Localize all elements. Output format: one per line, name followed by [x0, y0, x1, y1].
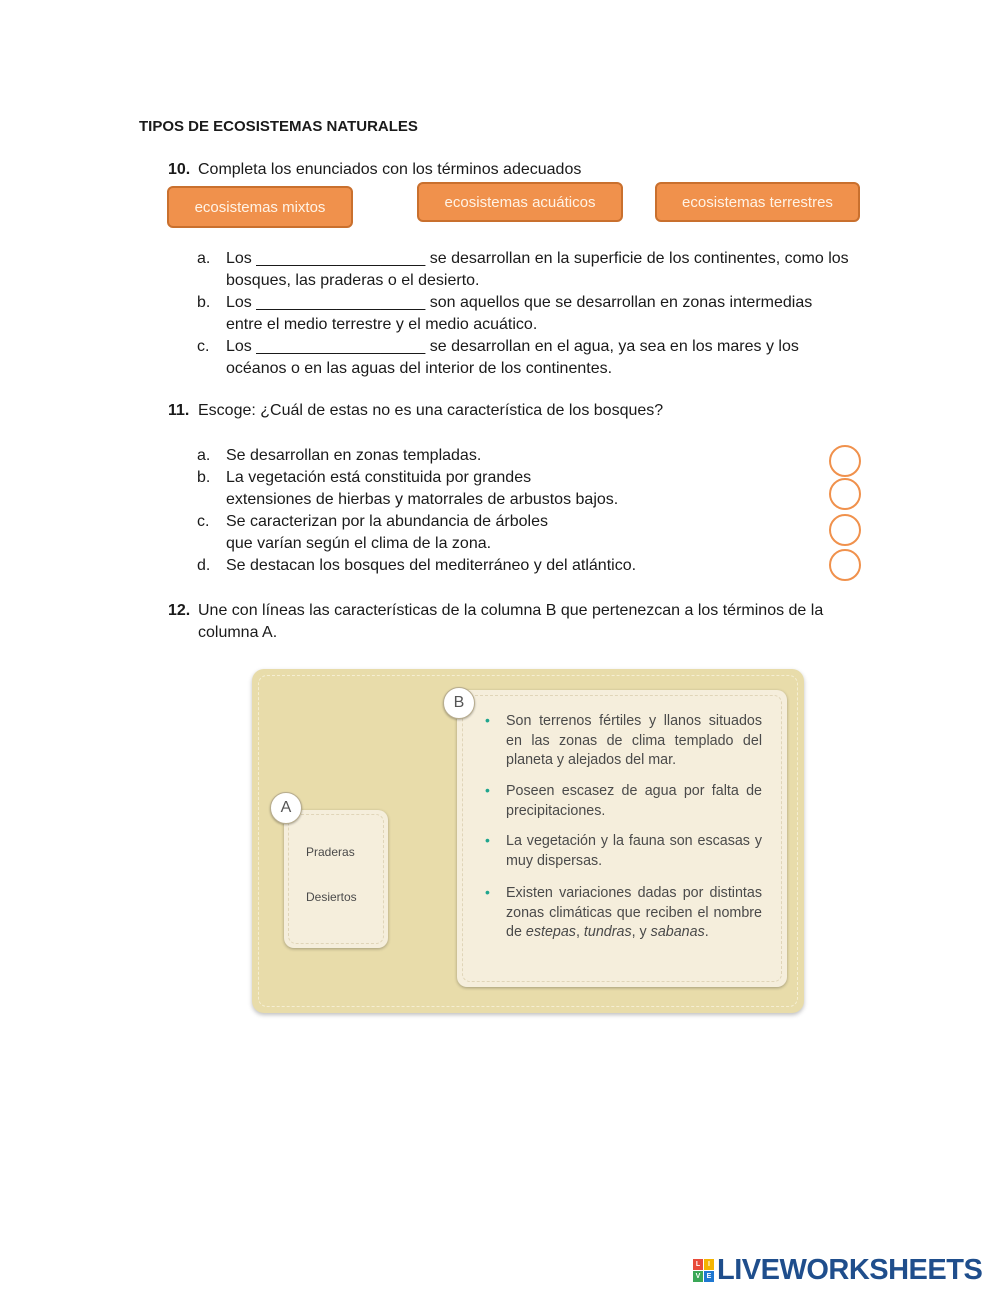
answer-radio-d[interactable]	[829, 549, 861, 581]
question-11-prompt	[168, 402, 663, 420]
question-number: 11.	[168, 402, 190, 419]
column-b-badge: B	[443, 687, 475, 719]
item-letter: c.	[197, 513, 210, 530]
question-text: Completa los enunciados con los términos adecuados	[198, 161, 582, 178]
item-line[interactable]: Los ___________________ se desarrollan en la superficie de los continentes, como los	[226, 250, 849, 267]
question-number: 12.	[168, 602, 191, 619]
option-chip-mixtos[interactable]: ecosistemas mixtos	[167, 186, 353, 228]
column-b-item[interactable]: La vegetación y la fauna son escasas y muy dispersas.	[506, 833, 762, 869]
item-line: océanos o en las aguas del interior de los continentes.	[226, 360, 613, 377]
question-12-prompt	[168, 600, 824, 641]
item-letter: a.	[197, 250, 211, 267]
item-line: que varían según el clima de la zona.	[226, 535, 492, 552]
question-text-continued: columna A.	[198, 624, 278, 641]
column-b-item[interactable]: Poseen escasez de agua por falta de precipitaciones.	[506, 783, 762, 819]
column-a-badge: A	[270, 792, 302, 824]
column-a-term[interactable]: Praderas	[306, 845, 355, 859]
answer-radio-b[interactable]	[829, 478, 861, 510]
option-chip-terrestres[interactable]: ecosistemas terrestres	[655, 182, 860, 222]
question-10-prompt	[168, 161, 581, 179]
liveworksheets-logo	[693, 1254, 982, 1287]
item-line: Se desarrollan en zonas templadas.	[226, 447, 482, 464]
bullet-icon: •	[485, 782, 490, 798]
column-a-term[interactable]: Desiertos	[306, 890, 357, 904]
bullet-icon: •	[485, 884, 490, 900]
option-chip-acuaticos[interactable]: ecosistemas acuáticos	[417, 182, 623, 222]
item-letter: a.	[197, 447, 211, 464]
item-letter: c.	[197, 338, 210, 355]
item-line: Se destacan los bosques del mediterráneo y del atlántico.	[226, 557, 637, 574]
item-line[interactable]: Los ___________________ son aquellos que se desarrollan en zonas intermedias	[226, 294, 813, 311]
column-b-item[interactable]: Existen variaciones dadas por distintas zonas climáticas que reciben el nombre de estepas, tundras, y sabanas.	[506, 885, 762, 940]
logo-text: LIVEWORKSHEETS	[717, 1254, 983, 1286]
answer-radio-c[interactable]	[829, 514, 861, 546]
item-line[interactable]: Los ___________________ se desarrollan en el agua, ya sea en los mares y los	[226, 338, 799, 355]
item-letter: d.	[197, 557, 211, 574]
question-text: Escoge: ¿Cuál de estas no es una característica de los bosques?	[198, 402, 664, 419]
item-letter: b.	[197, 294, 211, 311]
logo-icon: L I V E	[693, 1259, 714, 1282]
column-a-box	[284, 810, 388, 948]
question-text: Une con líneas las características de la columna B que pertenezcan a los términos de la	[198, 602, 824, 619]
answer-radio-a[interactable]	[829, 445, 861, 477]
bullet-icon: •	[485, 832, 490, 848]
item-letter: b.	[197, 469, 211, 486]
item-line: Se caracterizan por la abundancia de árboles	[226, 513, 548, 530]
item-line: bosques, las praderas o el desierto.	[226, 272, 480, 289]
question-number: 10.	[168, 161, 191, 178]
page-title: TIPOS DE ECOSISTEMAS NATURALES	[139, 118, 418, 135]
item-line: entre el medio terrestre y el medio acuático.	[226, 316, 538, 333]
item-line: extensiones de hierbas y matorrales de arbustos bajos.	[226, 491, 619, 508]
column-b-item[interactable]: Son terrenos fértiles y llanos situados en las zonas de clima templado del planeta y alejados del mar.	[506, 713, 762, 768]
bullet-icon: •	[485, 712, 490, 728]
item-line: La vegetación está constituida por grandes	[226, 469, 532, 486]
